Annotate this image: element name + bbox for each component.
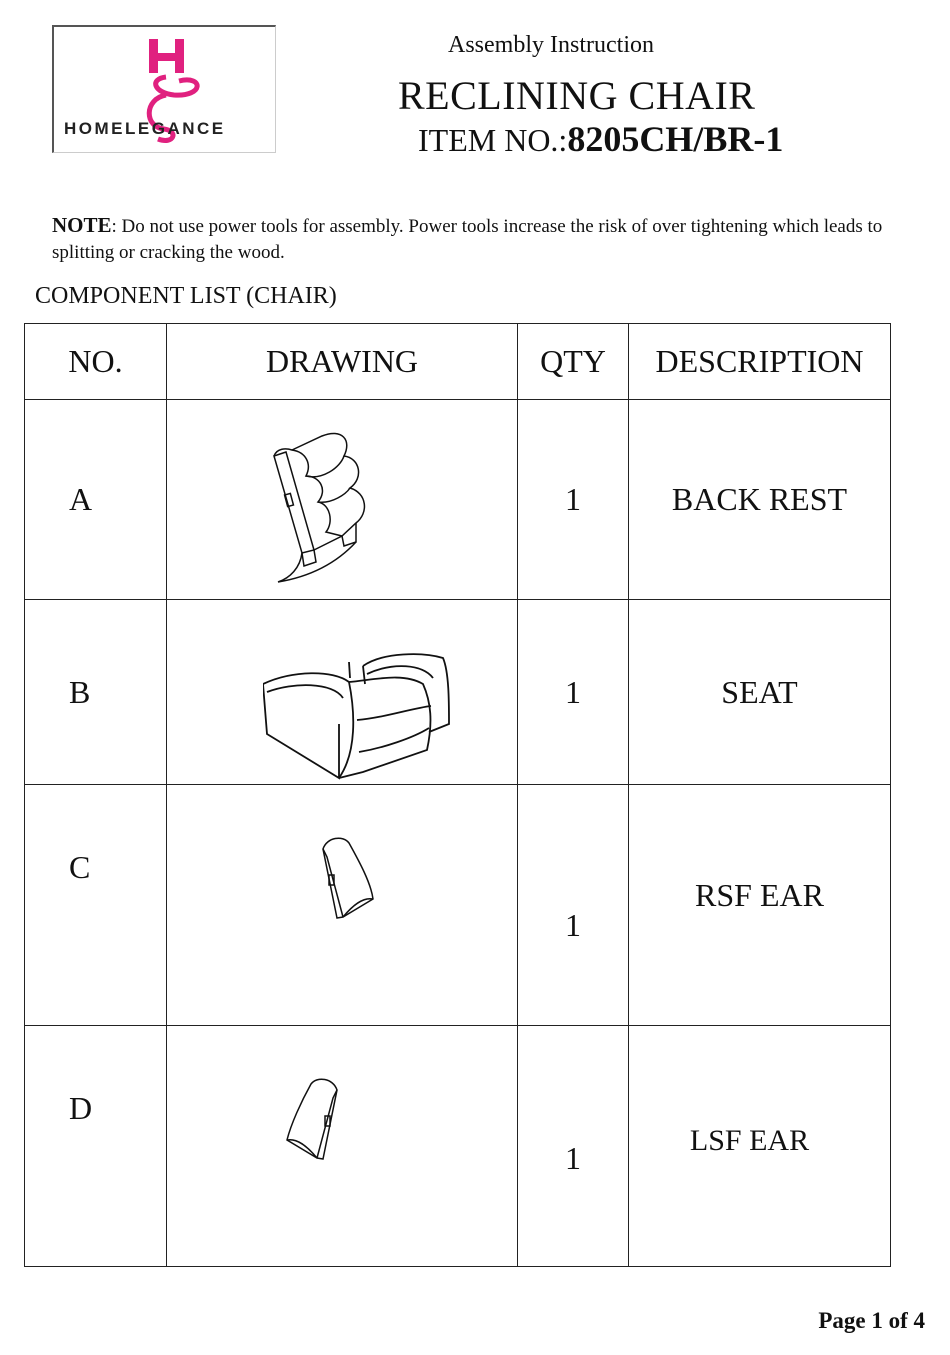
drawing-cell — [167, 785, 518, 1026]
table-row — [25, 600, 891, 785]
component-list-title: COMPONENT LIST (CHAIR) — [35, 283, 337, 309]
component-table — [24, 323, 891, 1267]
header-no: NO. — [25, 324, 167, 400]
row-description: SEAT — [629, 600, 891, 785]
document-title: RECLINING CHAIR — [398, 73, 756, 118]
row-no: A — [25, 400, 167, 600]
drawing-cell — [167, 400, 518, 600]
item-number-label: ITEM NO.: — [418, 122, 568, 158]
item-number-line — [418, 118, 783, 160]
back-rest-drawing-icon — [272, 428, 382, 588]
row-no: B — [25, 600, 167, 785]
drawing-cell — [167, 1026, 518, 1267]
brand-name: HOMELEGANCE — [64, 119, 226, 138]
header-qty: QTY — [518, 324, 629, 400]
rsf-ear-drawing-icon — [319, 835, 379, 925]
table-row — [25, 785, 891, 1026]
row-no: D — [25, 1026, 167, 1267]
table-row — [25, 400, 891, 600]
row-description: RSF EAR — [629, 785, 891, 1026]
homelegance-logo — [52, 25, 276, 153]
note-text: : Do not use power tools for assembly. Power tools increase the risk of over tightening which leads to splitting or cracking the wood. — [52, 216, 883, 263]
lsf-ear-drawing-icon — [283, 1076, 343, 1166]
header-drawing: DRAWING — [167, 324, 518, 400]
row-qty: 1 — [518, 1026, 629, 1267]
table-header-row — [25, 324, 891, 400]
row-qty: 1 — [518, 400, 629, 600]
row-description: LSF EAR — [629, 1026, 891, 1267]
row-qty: 1 — [518, 600, 629, 785]
document-subtitle: Assembly Instruction — [448, 32, 654, 58]
page-number: Page 1 of 4 — [818, 1308, 925, 1333]
table-row — [25, 1026, 891, 1267]
row-qty: 1 — [518, 785, 629, 1026]
note-label: NOTE — [52, 213, 112, 237]
row-description: BACK REST — [629, 400, 891, 600]
item-number: 8205CH/BR-1 — [567, 119, 784, 159]
drawing-cell — [167, 600, 518, 785]
seat-drawing-icon — [263, 642, 453, 782]
header-description: DESCRIPTION — [629, 324, 891, 400]
row-no: C — [25, 785, 167, 1026]
assembly-note — [52, 212, 902, 266]
